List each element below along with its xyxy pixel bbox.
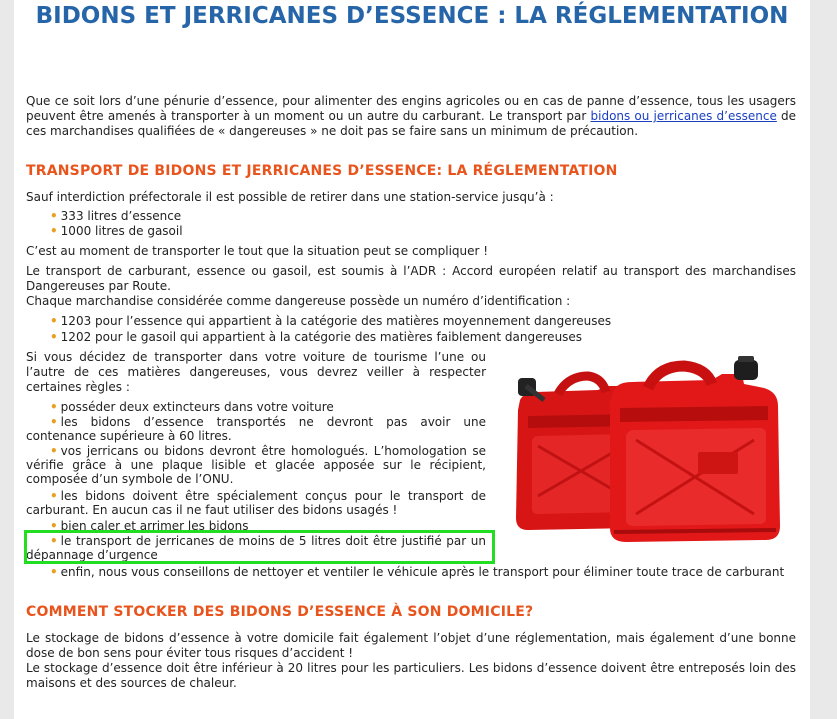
bullet-icon: • <box>50 224 58 238</box>
red-jerricans-icon <box>498 356 794 546</box>
bullet-icon: • <box>50 314 58 328</box>
bullet-icon: • <box>50 489 58 503</box>
list-item: • vos jerricans ou bidons devront être homologués. L’homologation se vérifie grâce à une plaque lisible et glacée apposée sur le récipient, composée d’un symbole de l’ONU. <box>26 444 486 486</box>
page-title: BIDONS ET JERRICANES D’ESSENCE : LA RÉGLEMENTATION <box>35 3 789 29</box>
list-item: • posséder deux extincteurs dans votre voiture <box>50 400 334 414</box>
article-page <box>14 0 810 719</box>
paragraph-complication: C’est au moment de transporter le tout que la situation peut se compliquer ! <box>26 244 489 258</box>
highlight-box <box>24 530 495 564</box>
paragraph-adr: Le transport de carburant, essence ou gasoil, est soumis à l’ADR : Accord européen relatif au transport des marchandises Dangereuses par Route. <box>26 264 796 293</box>
intro-paragraph <box>26 94 796 139</box>
list-item: • bien caler et arrimer les bidons <box>50 519 249 533</box>
list-item: • les bidons doivent être spécialement conçus pour le transport de carburant. En aucun cas il ne faut utiliser des bidons usagés ! <box>26 489 486 517</box>
list-item: • 1202 pour le gasoil qui appartient à la catégorie des matières faiblement dangereuses <box>50 330 583 344</box>
intro-text-before: Que ce soit lors d’une pénurie d’essence, pour alimenter des engins agricoles ou en cas de panne d’essence, tous les usagers peuvent être amenés à transporter à un moment ou un autre du carburant. Le transport par <box>26 94 796 123</box>
list-item: • 1203 pour l’essence qui appartient à la catégorie des matières moyennement dangereuses <box>50 314 612 328</box>
bullet-icon: • <box>50 209 58 223</box>
bullet-icon: • <box>50 444 58 458</box>
jerrican-link[interactable]: bidons ou jerricanes d’essence <box>590 109 777 123</box>
paragraph-storage-limit: Le stockage d’essence doit être inférieur à 20 litres pour les particuliers. Les bidons d’essence doivent être entreposés loin des maisons et des sources de chaleur. <box>26 661 796 690</box>
intro-text-after: de ces marchandises qualifiées de « dangereuses » ne doit pas se faire sans un minimum de précaution. <box>26 109 796 138</box>
bullet-icon: • <box>50 400 58 414</box>
list-item-highlighted: • le transport de jerricanes de moins de 5 litres doit être justifié par un dépannage d’urgence <box>26 534 486 562</box>
paragraph-rules-intro: Si vous décidez de transporter dans votre voiture de tourisme l’une ou l’autre de ces matières dangereuses, vous devrez veiller à respecter certaines règles : <box>26 350 486 394</box>
paragraph-identification: Chaque marchandise considérée comme dangereuse possède un numéro d’identification : <box>26 294 571 308</box>
section-heading-transport: TRANSPORT DE BIDONS ET JERRICANES D’ESSENCE: LA RÉGLEMENTATION <box>26 163 618 179</box>
paragraph-storage-rules: Le stockage de bidons d’essence à votre domicile fait également l’objet d’une réglementation, mais également d’une bonne dose de bon sens pour éviter tous risques d’accident ! <box>26 631 796 660</box>
list-item: • 1000 litres de gasoil <box>50 224 183 238</box>
bullet-icon: • <box>50 415 58 429</box>
bullet-icon: • <box>50 330 58 344</box>
list-item: • 333 litres d’essence <box>50 209 182 223</box>
bullet-icon: • <box>50 519 58 533</box>
bullet-icon: • <box>50 534 58 548</box>
bullet-icon: • <box>50 565 58 579</box>
jerrican-image <box>498 356 794 546</box>
section-heading-storage: COMMENT STOCKER DES BIDONS D’ESSENCE À SON DOMICILE? <box>26 604 534 620</box>
paragraph-withdrawal: Sauf interdiction préfectorale il est possible de retirer dans une station-service jusqu’à : <box>26 190 554 204</box>
page-scrollbar[interactable] <box>825 0 837 719</box>
list-item: • les bidons d’essence transportés ne devront pas avoir une contenance supérieure à 60 litres. <box>26 415 486 443</box>
list-item: • enfin, nous vous conseillons de nettoyer et ventiler le véhicule après le transport pour éliminer toute trace de carburant <box>50 565 785 579</box>
